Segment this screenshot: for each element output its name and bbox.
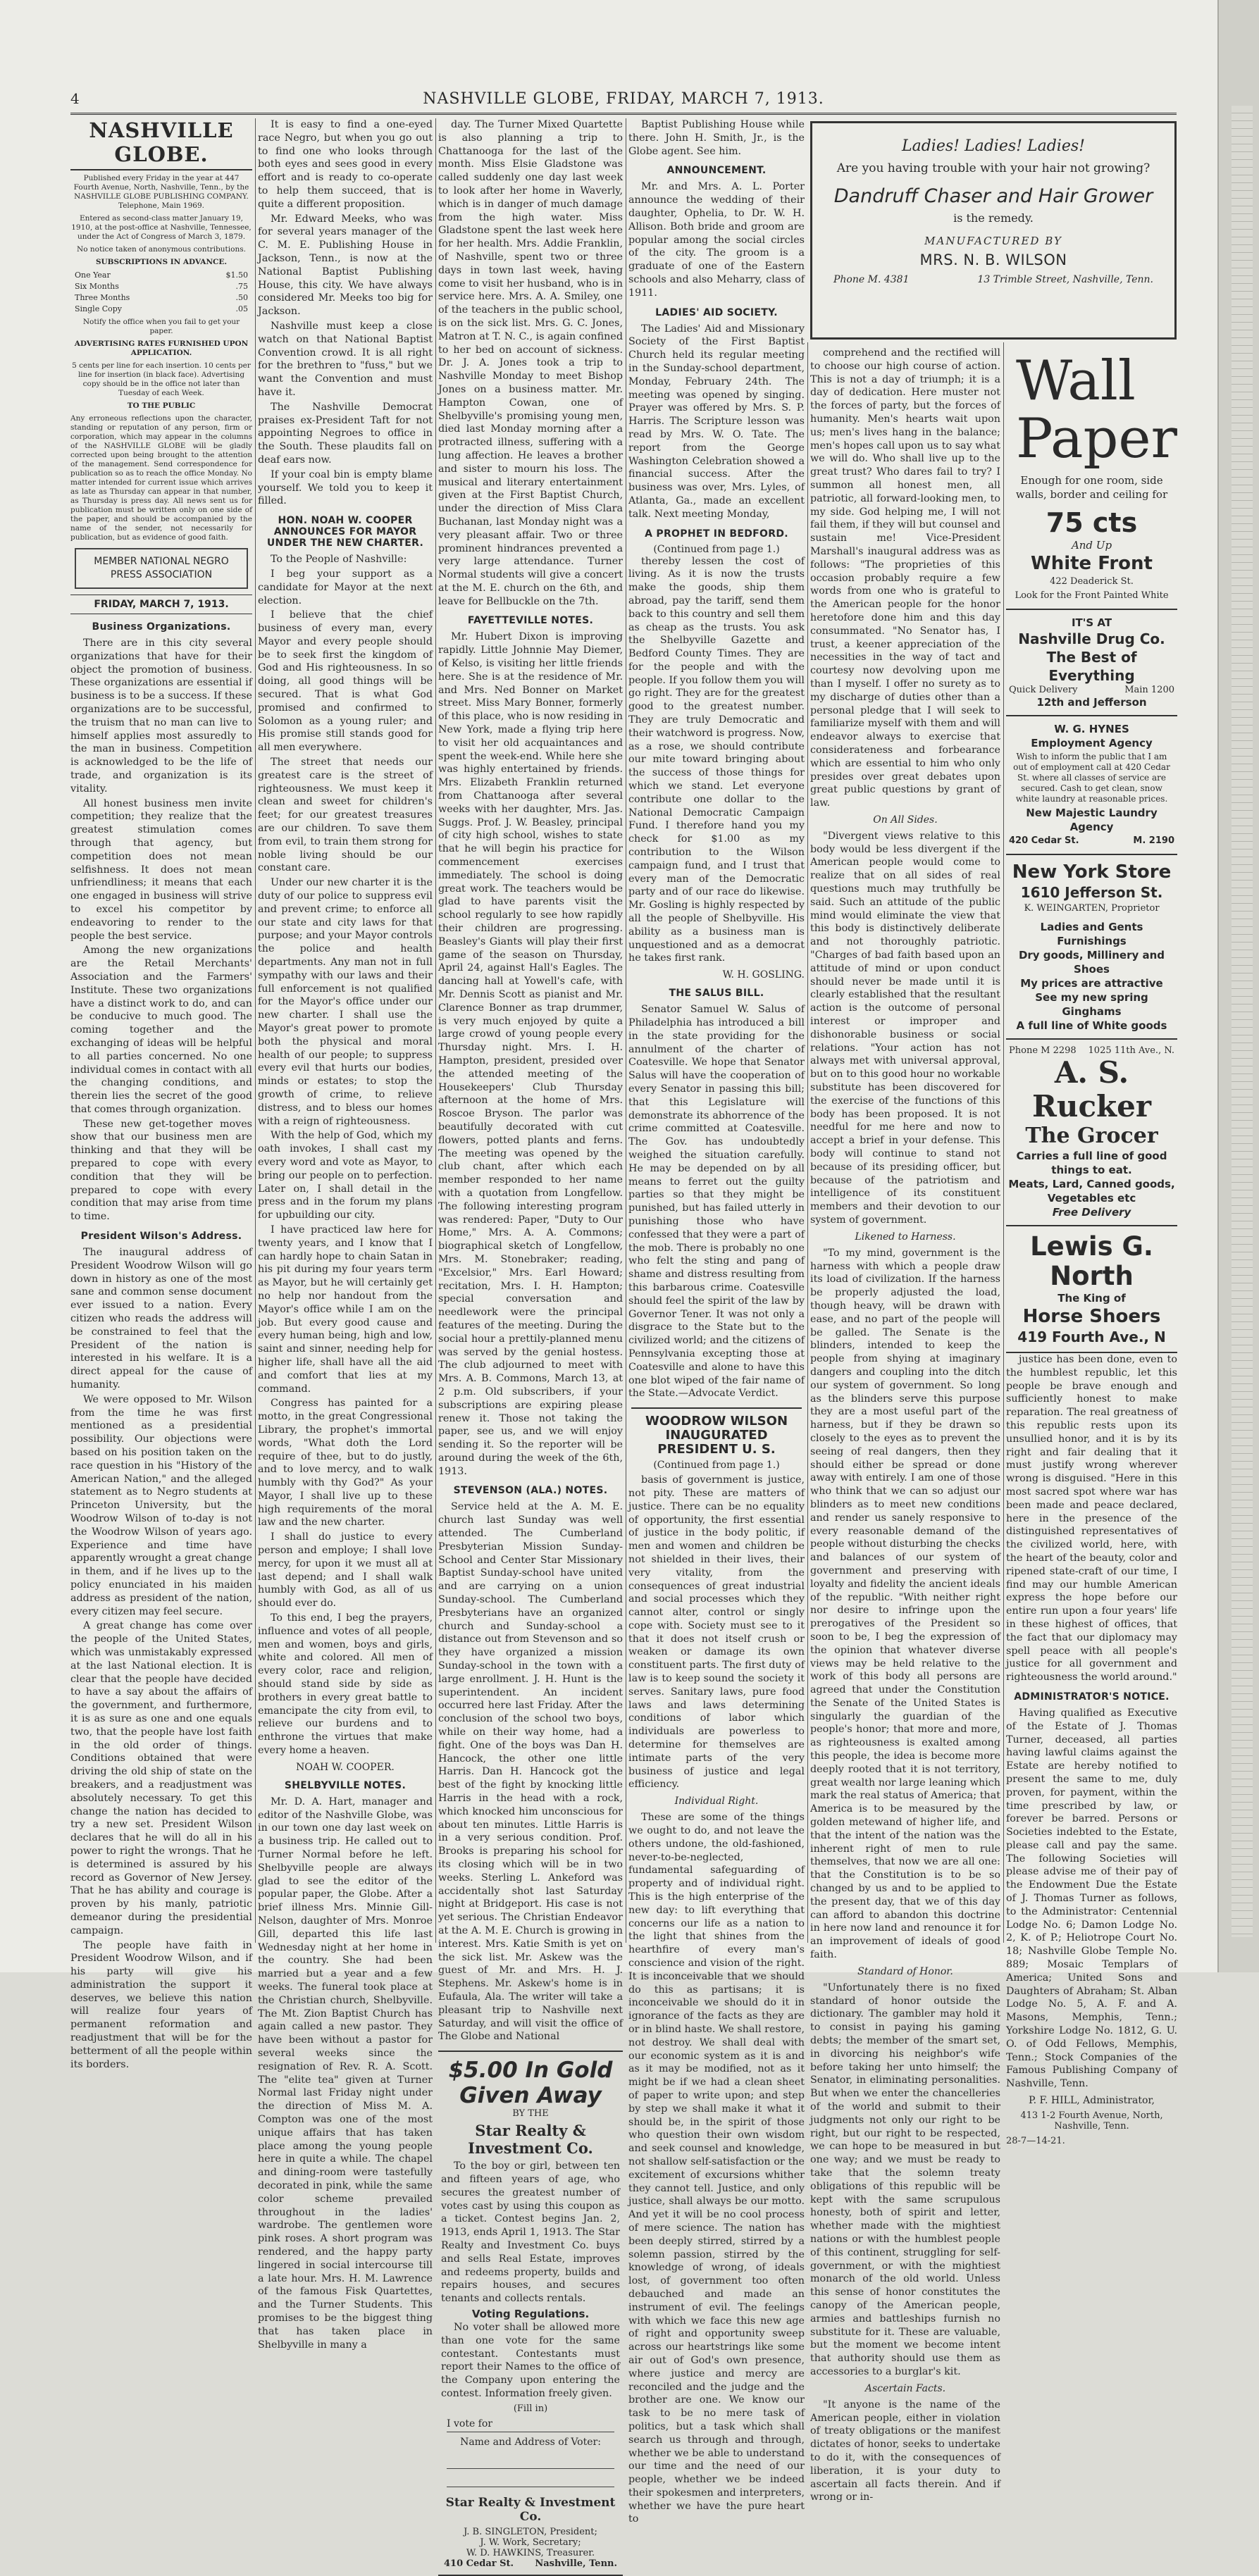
article-paragraph: I have practiced law here for twenty years, and I know that I can hardly hope to chain Satan in his pit during my four years term as Mayor, but he will certainly get no help nor handout from the Mayor's office while I am on the job. But every good cause and every human being, high and low, saint and sinner, needing help for higher life, shall have all the aid and comfort that lies at my command. xyxy=(258,1224,433,1395)
continued-note: (Continued from page 1.) xyxy=(653,1460,780,1471)
nys-line: See my new spring Ginghams xyxy=(1035,991,1148,1018)
editorial-paragraph: These new get-together moves show that our business men are thinking and that they will be prepared to cope with every condition that they will be prepared to cope with every condition that may arise from time to time. xyxy=(70,1118,252,1223)
lewis-horse: Horse Shoers xyxy=(1022,1306,1161,1327)
editorial-paragraph: The Nashville Democrat praises ex-President Taft for not appointing Negroes to office in the South. These plaudits fall on deaf ears now. xyxy=(258,401,433,466)
column-rule xyxy=(1003,342,1004,1943)
ad-manufactured-by: MANUFACTURED BY xyxy=(924,235,1062,247)
article-paragraph: Mr. Hubert Dixon is improving rapidly. Little Johnnie May Diemer, of Kelso, is visiting her little friends here. She is at the residence of Mr. and Mrs. Ned Bonner on Market street. Miss Mary Bonner, formerly of this place, who is now residing in New York, made a flying trip here to visit her old acquaintances and spent the week-end. While here she was highly entertained by friends. Mrs. Elizabeth Franklin returned from Chattanooga after several weeks with her daughter, Mrs. Jas. Suggs. Prof. J. W. Beasley, principal of city high school, wishes to state that he will begin his practice for commencement exercises immediately. The school is doing great work. The teachers would be glad to have parents visit the school regularly to see how rapidly their children are progressing. Beasley's Giants will play their first game of the season on Thursday, April 24, against Hall's Eagles. The dancing hall at Yowell's cafe, with Mr. Dennis Scott as pianist and Mr. Clarence Bonner as trap drummer, is very much enjoyed by quite a large crowd of young people every Thursday night. Mrs. I. H. Hampton, president, presided over the attended meeting of the Housekeepers' Club Thursday afternoon at the home of Mrs. Roscoe Bryson. The parlor was beautifully decorated with cut flowers, potted plants and ferns. The meeting was opened by the club chant, after which each member responded to her name with a quotation from Longfellow. The following interesting program was rendered: Paper, "Duty to Our Home," Mrs. A. A. Commons; biographical sketch of Longfellow, Mrs. M. Stonebraker; reading, "Excelsior," Mrs. Earl Howard; recitation, Mrs. I. H. Hampton; special conversation and needlework were the principal features of the meeting. During the social hour a prettily-planned menu was served by the genial hostess. The club adjourned to meet with Mrs. A. B. Commons, March 13, at 2 p.m. Old subscribers, if your subscriptions are expiring please renew it. Those not taking the paper, see us, and we will enjoy sending it. So the reporter will be around during the week of the 6th, 1913. xyxy=(438,631,623,1477)
lewis-address: 419 Fourth Ave., N xyxy=(1017,1329,1166,1345)
subheading: Ascertain Facts. xyxy=(864,2382,946,2394)
article-paragraph: To the People of Nashville: xyxy=(271,554,407,566)
article-paragraph: Mr. and Mrs. A. L. Porter announce the wedding of their daughter, Ophelia, to Dr. W. H. Allison. Both bride and groom are popular among the social circles of the city. The groom is a graduate of one of the Eastern schools and also Meharry, class of 1911. xyxy=(628,181,805,299)
rucker-line: Free Delivery xyxy=(1052,1206,1131,1219)
wall-paper-title: Wall xyxy=(1016,349,1136,413)
subheading: Likened to Harness. xyxy=(855,1231,956,1243)
company-president: J. B. SINGLETON, President; xyxy=(464,2526,597,2537)
continued-note: (Continued from page 1.) xyxy=(653,543,780,555)
article-paragraph: Congress has painted for a motto, in the great Congressional Library, the prophet's immortal words, "What doth the Lord require of thee, but to do justly, and to love mercy, and to walk humbly with thy God?" As your Mayor, I shall live up to these high requirements of the moral law and the new charter. xyxy=(258,1398,433,1529)
notice-address: 413 1-2 Fourth Avenue, North, Nashville, Tenn. xyxy=(1020,2110,1163,2132)
hynes-address: 420 Cedar St. M. 2190 xyxy=(1009,835,1174,846)
article-heading: A PROPHET IN BEDFORD. xyxy=(645,528,788,540)
gold-ad-headline: $5.00 In Gold Given Away xyxy=(448,2058,613,2109)
subscription-row: Three Months .50 xyxy=(75,293,248,302)
subscription-row: Six Months .75 xyxy=(75,282,248,291)
nys-line: Ladies and Gents Furnishings xyxy=(1040,921,1143,947)
entry-notice: Entered as second-class matter January 19, 1910, at the post-office at Nashville, Tennessee, under the Act of Congress of March 3, 1879. xyxy=(71,214,252,241)
article-paragraph: "Divergent views relative to this body would be less divergent if the American people would come to realize that on all sides of real questions much may truthfully be said. Such an attitude of the public mind would eliminate the view that this body is distinctively deliberate and not thoroughly patriotic. "Charges of bad faith based upon an attitude of mind or upon conduct should never be made until it is clearly established that the resultant action is the outcome of personal interest or improper and dishonorable business or social relations. "Your action has not always met with universal approval, but on to this good hour no workable substitute has been discovered for the exercise of the functions of this body has been proposed. It is not needful for me here and now to accept a brief in your defense. This body will continue to stand not because of its presiding officer, but because of the patriotism and intelligence of its constituent members and their devotion to our system of government. xyxy=(810,830,1000,1226)
gold-ad-company: Star Realty & Investment Co. xyxy=(468,2122,593,2158)
editorial-paragraph: We were opposed to Mr. Wilson from the time he was first mentioned as a presidential possibility. Our objections were based on his position taken on the race question in his "History of the American Nation," and the alleged statement as to Negro students at Princeton University, but the Woodrow Wilson of to-day is not the Woodrow Wilson of years ago. Experience and time have apparently wrought a great change in them, and if he lives up to the policy enunciated in his maiden address as president of the nation, every citizen may feel secure. xyxy=(70,1393,252,1617)
drug-location: 12th and Jefferson xyxy=(1036,696,1147,709)
drug-delivery: Quick Delivery Main 1200 xyxy=(1009,685,1174,695)
vote-for-field: I vote for xyxy=(447,2418,614,2432)
rucker-line: Carries a full line of good things to eat. xyxy=(1016,1150,1167,1176)
company-address: 410 Cedar St. Nashville, Tenn. xyxy=(444,2558,617,2569)
laundry-agency: New Majestic Laundry Agency xyxy=(1026,807,1158,833)
article-paragraph: day. The Turner Mixed Quartette is also planning a trip to Chattanooga for the last of the month. Miss Elsie Gladstone was called suddenly one day last week to look after her home in Waverly, which is in danger of much damage from the high water. Miss Gladstone spent the last week here for her health. Mrs. Addie Franklin, of Nashville, spent two or three days in town last week, having come to visit her husband, who is in service here. Mrs. A. A. Smiley, one of the teachers in the public school, is on the sick list. Mrs. G. C. Jones, Matron at T. N. C., is again confined to her bed on account of sickness. Dr. J. A. Jones took a trip to Nashville Monday to meet Bishop Jones on a business matter. Mr. Hampton Cowan, one of Shelbyville's promising young men, died last Monday morning after a protracted illness, suffering with a lung affection. He leaves a brother and sister to mourn his loss. The musical and literary entertainment given at the First Baptist Church, under the direction of Miss Clara Buchanan, last Monday night was a very pleasant affair. Two or three prominent hindrances prevented a very large attendance. Turner Normal students will give a concert at the M. E. church on the 6th, and leave for Bellbuckle on the 7th. xyxy=(438,119,623,607)
voter-label: Name and Address of Voter: xyxy=(460,2436,601,2448)
hair-grower-ad xyxy=(810,121,1177,340)
advertising-heading: ADVERTISING RATES FURNISHED UPON APPLICATION. xyxy=(74,340,249,357)
fill-in-label: (Fill in) xyxy=(513,2403,548,2414)
issue-date: FRIDAY, MARCH 7, 1913. xyxy=(70,595,252,614)
article-heading: THE SALUS BILL. xyxy=(669,988,764,1000)
nys-line: Dry goods, Millinery and Shoes xyxy=(1018,949,1165,976)
voting-regulations-heading: Voting Regulations. xyxy=(471,2307,590,2320)
public-notice: Any erroneous reflections upon the character, standing or reputation of any person, firm or corporation, which may appear in the columns of the NASHVILLE GLOBE will be gladly corrected upon being brought to the attention of the management. Send correspondence for publication so as to reach the office Monday. No matter intended for current issue which arrives as late as Thursday can appear in that number, as Thursday is press day. All news sent us for publication must be written only on one side of the paper, and should be accompanied by the name of the sender, not necessarily for publication, but as evidence of good faith. xyxy=(70,414,252,542)
hynes-agency: Employment Agency xyxy=(1031,737,1153,749)
article-paragraph: "To my mind, government is the harness with which a people draw its load of civilization. If the harness be properly adjusted the load, though heavy, will be drawn with ease, and no part of the people will be galled. The Senate is the blinders, intended to keep the people from shying at imaginary dangers and coupling into the ditch our system of government. So long as the blinders serve this purpose they are a most useful part of the harness, but if they be drawn so closely to the eyes as to prevent the seeing of real dangers, then they should either be spread or done away with entirely. I am one of those who think that we can so adjust our blinders as to meet new conditions and render us sanely responsive to every reasonable demand of the people without disturbing the checks and balances of our system of government and preserving with loyalty and fidelity the ancient ideals of the republic. "With neither right nor desire to infringe upon the prerogatives of the President so soon to be, I beg the expression of the opinion that whatever diverse views may be held relative to the work of this body all persons are agreed that under the Constitution the Senate of the United States is singularly the guardian of the people's honor; that more and more, as righteousness is exalted among this people, the idea is become more deeply rooted that it is not territory, great wealth nor large leaning which mark the real status of America; that America is to be measured by the golden metewand of higher life, and that the intent of the nation was the inherent right of men to rule themselves, that now we are all one: that the Constitution is to be so changed by us and to be applied to the present day, that we of this day can afford to abandon this doctrine in here now land and renounce it for an improvement of ideals of good faith. xyxy=(810,1247,1000,1961)
press-association-box: MEMBER NATIONAL NEGRO PRESS ASSOCIATION xyxy=(75,548,248,589)
wall-paper-address: 422 Deaderick St. xyxy=(1050,576,1134,587)
column-6 xyxy=(1006,347,1177,2147)
drug-its-at: IT'S AT xyxy=(1071,616,1112,629)
rucker-contact: Phone M 2298 1025 11th Ave., N. xyxy=(1009,1045,1174,1056)
column-5 xyxy=(810,347,1000,2503)
article-paragraph: The Ladies' Aid and Missionary Society of the First Baptist Church held its regular meeting in the Sunday-school department, Monday, February 24th. The meeting was opened by singing. Prayer was offered by Mrs. S. P. Harris. The Scripture lesson was read by Mrs. W. O. Tate. The report from the George Washington Celebration showed a financial success. After the business was over, Mrs. Lyles, of Atlanta, Ga., made an excellent talk. Next meeting Monday, xyxy=(628,323,805,520)
page-header xyxy=(70,85,1177,113)
wall-paper-title: Paper xyxy=(1016,407,1177,471)
nys-address: 1610 Jefferson St. xyxy=(1020,884,1163,901)
rucker-name: A. S. Rucker xyxy=(1032,1055,1151,1124)
voter-address-field xyxy=(447,2455,614,2469)
nys-name: New York Store xyxy=(1012,861,1172,883)
rucker-title: The Grocer xyxy=(1025,1124,1158,1148)
public-heading: TO THE PUBLIC xyxy=(127,402,196,410)
article-paragraph: Baptist Publishing House while there. John H. Smith, Jr., is the Globe agent. See him. xyxy=(628,119,805,157)
editorial-paragraph: The people have faith in President Woodrow Wilson, and if his party will give his administration the support it deserves, we believe this nation will realize four years of permanent reformation and readjustment that will be for the betterment of all the people within its borders. xyxy=(70,1939,252,2070)
running-title: NASHVILLE GLOBE, FRIDAY, MARCH 7, 1913. xyxy=(423,90,824,108)
header-rule xyxy=(70,113,1177,115)
ad-maker: MRS. N. B. WILSON xyxy=(919,251,1067,268)
subscription-row: Single Copy .05 xyxy=(75,304,248,313)
ad-question: Are you having trouble with your hair not growing? xyxy=(836,161,1151,175)
wall-paper-ad xyxy=(1006,347,1177,610)
notice-signature: P. F. HILL, Administrator, xyxy=(1029,2095,1155,2107)
wall-paper-look: Look for the Front Painted White xyxy=(1015,590,1169,601)
article-paragraph: I shall do justice to every person and employe; I shall love mercy, for upon it we must all at last depend; and I shall walk humbly with God, as all of us should ever do. xyxy=(258,1531,433,1610)
drug-slogan: The Best of Everything xyxy=(1046,649,1137,684)
advertising-rates: 5 cents per line for each insertion. 10 cents per line for insertion (in black face). Advertising copy should be in the office not later than Tuesday of each Week. xyxy=(72,361,251,397)
article-signature: NOAH W. COOPER. xyxy=(296,1761,395,1773)
article-paragraph: Under our new charter it is the duty of our police to suppress evil and prevent crime; to enforce all our state and city laws for that purpose; and your Mayor controls the police and health departments. Any man not in full sympathy with our laws and their full enforcement is not qualified for the Mayor's office under our new charter. I shall use the Mayor's great power to promote both the physical and moral health of our people; to suppress every evil that hurts our bodies, minds or estates; to stop the growth of crime, to relieve distress, and to bless our homes with a reign of righteousness. xyxy=(258,877,433,1127)
page-number: 4 xyxy=(70,90,80,107)
wall-paper-up: And Up xyxy=(1071,539,1112,552)
article-paragraph: comprehend and the rectified will to choose our high course of action. This is not a day of triumph; it is a day of dedication. Here muster not the forces of party, but the forces of humanity. Men's hearts wait upon us; men's lives hang in the balance; men's hopes call upon us to say what we will do. Who shall live up to the great trust? Who dares fail to try? I summon all honest men, all patriotic, all forward-looking men, to my side. God helping me, I will not fail them, if they will but counsel and sustain me! Vice-President Marshall's inaugural address was as follows: "The proprieties of this occasion probably require a few words from one who is grateful to the American people for the honor heretofore done him and this day consummated. "No Senator has, I trust, a keener appreciation of the necessities in the way of tact and courtesy now devolving upon me than I myself. I offer no surety as to my discharge of duties other than a personal pledge that I will seek to familiarize myself with them and will endeavor always to exercise that considerateness and forbearance which are essential to him who only presides over great debates upon great public questions by grant of law. xyxy=(810,347,1000,809)
article-heading: SHELBYVILLE NOTES. xyxy=(284,1779,407,1791)
notify-notice: Notify the office when you fail to get your paper. xyxy=(82,318,240,335)
notice-paragraph: Having qualified as Executive of the Estate of J. Thomas Turner, deceased, all parties having lawful claims against the Estate are hereby notified to present the same to me, duly proven, for payment, within the time prescribed by law, or forever be barred. Persons or Societies indebted to the Estate, please call and pay the same. The following Societies will please advise me of their pay of the Endowment Due the Estate of J. Thomas Turner as follows, to the Administrator: Centennial Lodge No. 6; Damon Lodge No. 2, K. of P.; Heliotrope Court No. 18; Nashville Globe Temple No. 889; Mosaic Templars of America; United Sons and Daughters of Abraham; St. Alban Lodge No. 5, A. F. and A. Masons, Memphis, Tenn.; Yorkshire Lodge No. 1812, G. U. O. of Odd Fellows, Memphis, Tenn.; Stock Companies of the Famous Publishing Company of Nashville, Tenn. xyxy=(1006,1707,1177,2090)
notice-heading: ADMINISTRATOR'S NOTICE. xyxy=(1014,1691,1170,1703)
article-paragraph: Senator Samuel W. Salus of Philadelphia has introduced a bill in the state providing for the annulment of the charter of Coatesville. We hope that Senator Salus will have the cooperation of every Senator in passing this bill; that this Legislature will demonstrate its abhorrence of the crime committed at Coatesville. The Gov. has undoubtedly weighed the situation carefully. He may be depended on by all means to ferret out the guilty parties so that they might be punished, but has failed utterly in punishing those who have confessed that they were a part of the mob. There is probably no one who felt the sting and pang of shame and distress resulting from this barbarous crime. Coatesville should feel the spirit of the law by Governor Tener. It was not only a disgrace to the State but to the civilized world; and the citizens of Pennsylvania excepting those at Coatesville and alone to have this one blot wiped of the fair name of the State.—Advocate Verdict. xyxy=(628,1004,805,1400)
column-rule xyxy=(255,118,256,1943)
nys-line: My prices are attractive xyxy=(1020,977,1163,990)
lewis-name: Lewis G. North xyxy=(1030,1231,1153,1291)
subheading: Standard of Honor. xyxy=(857,1965,953,1977)
editorial-paragraph: Nashville must keep a close watch on that National Baptist Convention crowd. It is all right for the brethren to "fuss," but we want the Convention and must have it. xyxy=(258,320,433,398)
column-1 xyxy=(70,118,252,2070)
article-paragraph: These are some of the things we ought to do, and not leave the others undone, the old-fashioned, never-to-be-neglected, fundamental safeguarding of property and of individual right. This is the high enterprise of the new day: to lift everything that concerns our life as a nation to the light that shines from the hearthfire of every man's conscience and vision of the right. It is inconceivable that we should do this as partisans; it is inconceivable we should do it in ignorance of the facts as they are or in blind haste. We shall restore, not destroy. We shall deal with our economic system as it is and as it may be modified, not as it might be if we had a clean sheet of paper to write upon; and step by step we shall make it what it should be, in the spirit of those who question their own wisdom and seek counsel and knowledge, not shallow self-satisfaction or the excitement of excursions whither they cannot tell. Justice, and only justice, shall always be our motto. And yet it will be no cool process of mere science. The nation has been deeply stirred, stirred by a solemn passion, stirred by the knowledge of wrong, of ideals lost, of government too often debauched and made an instrument of evil. The feelings with which we face this new age of right and opportunity sweep across our heartstrings like some air out of God's own presence, where justice and mercy are reconciled and the judge and the brother are one. We know our task to be no mere task of politics, but a task which shall search us through and through, whether we be able to understand our time and the need of our people, whether we be indeed their spokesmen and interpreters, whether we have the pure heart to xyxy=(628,1812,805,2525)
article-heading: FAYETTEVILLE NOTES. xyxy=(467,615,594,627)
column-4 xyxy=(628,118,805,2525)
editorial-heading: President Wilson's Address. xyxy=(80,1231,242,1243)
editorial-heading: Business Organizations. xyxy=(92,621,231,633)
ad-remedy: is the remedy. xyxy=(953,211,1034,225)
column-rule xyxy=(807,342,808,1943)
subscription-row: One Year $1.50 xyxy=(75,270,248,280)
editorial-paragraph: The inaugural address of President Woodrow Wilson will go down in history as one of the most sane and common sense document ever issued to a nation. Every citizen who reads the address will be constrained to feel that the President of the nation is interested in his welfare. It is a direct appeal for the cause of humanity. xyxy=(70,1247,252,1391)
voting-regulations-text: No voter shall be allowed more than one vote for the same contestant. Contestants must report their Names to the office of the Company upon entering the contest. Information freely given. xyxy=(441,2321,620,2399)
subscriptions-heading: SUBSCRIPTIONS IN ADVANCE. xyxy=(95,258,228,266)
article-paragraph: I believe that the chief business of every man, every Mayor and every people should be to seek first the kingdom of God and His righteousness. In so doing, all good things will be secured. That is what God promised and confirmed to Solomon as a young ruler; and His promise still stands good for all men everywhere. xyxy=(258,609,433,754)
wall-paper-store: White Front xyxy=(1031,553,1153,574)
article-paragraph: To this end, I beg the prayers, influence and votes of all people, men and women, boys and girls, white and colored. All men of every color, race and religion, should stand side by side as brothers in every great battle to emancipate the city from evil, to relieve our burdens and to enthrone the virtues that make every home a heaven. xyxy=(258,1612,433,1757)
editorial-paragraph: A great change has come over the people of the United States, which was unmistakably expressed at the last National election. It is clear that the people have decided to have a say about the affairs of the government, and furthermore, it is as sure as one and one equals two, that the people have lost faith in the old order of things. Conditions obtained that were driving the old ship of state on the breakers, and a readjustment was absolutely necessary. To get this change the nation has decided to try a new set. President Wilson declares that he will do all in his power to right the wrongs. That he is determined is assured by his record as Governor of New Jersey. That he has ability and courage is proven by his manly, patriotic demeanor during the presidential campaign. xyxy=(70,1620,252,1936)
gold-giveaway-ad xyxy=(438,2051,623,2576)
new-york-store-ad xyxy=(1006,855,1177,1040)
article-heading: HON. NOAH W. COOPER ANNOUNCES FOR MAYOR UNDER THE NEW CHARTER. xyxy=(266,515,424,549)
lewis-north-ad xyxy=(1006,1226,1177,1353)
editorial-paragraph: All honest business men invite competition; they realize that the greatest stimulation comes through that agency, but competition does not mean selfishness. It does not mean unfriendliness; it means that each one engaged in business will strive to excel his competitor by endeavoring to render to the people the best service. xyxy=(70,797,252,942)
notice-date: 28-7—14-21. xyxy=(1006,2136,1065,2147)
adjacent-page-ruling xyxy=(1232,106,1253,1937)
article-heading: ANNOUNCEMENT. xyxy=(666,165,767,177)
gold-ad-text: To the boy or girl, between ten and fifteen years of age, who secures the greatest number of votes cast by using this coupon as a ticket. Contest begins Jan. 2, 1913, ends April 1, 1913. The Star Realty and Investment Co. buys and sells Real Estate, improves and redeems property, builds and repairs houses, and secures tenants and collects rentals. xyxy=(441,2160,620,2305)
adjacent-page-edge xyxy=(1217,0,1259,1972)
nys-line: A full line of White goods xyxy=(1016,1019,1167,1032)
drug-store-name: Nashville Drug Co. xyxy=(1018,630,1165,647)
ad-callout: Ladies! Ladies! Ladies! xyxy=(902,137,1085,155)
article-paragraph: I beg your support as a candidate for Mayor at the next election. xyxy=(258,568,433,606)
article-paragraph: Mr. D. A. Hart, manager and editor of the Nashville Globe, was in our town one day last week on a business trip. He called out to Turner Normal before he left. Shelbyville people are always glad to see the editor of the popular paper, the Globe. After a brief illness Mrs. Minnie Gill-Nelson, daughter of Mrs. Monroe Gill, departed this life last Wednesday night at her home in the country. She had been married but a year and a few weeks. The funeral took place at the Christian church, Shelbyville. The Mt. Zion Baptist Church has again called a new pastor. They have been without a pastor for several weeks since the resignation of Rev. R. A. Scott. The "elite tea" given at Turner Normal last Friday night under the direction of Miss M. A. Compton was one of the most unique affairs that has taken place among the young people here in quite a while. The chapel and dining-room were tastefully decorated in pink, while the same color scheme prevailed throughout in the ladies' wardrobe. The gentlemen wore pink roses. A short program was rendered, and the happy party lingered in social intercourse till a late hour. Mrs. H. M. Lawrence of the famous Fisk Quartettes, and the Turner Students. This promises to be the biggest thing that has taken place in Shelbyville in many a xyxy=(258,1796,433,2351)
wall-paper-price: 75 cts xyxy=(1046,507,1138,538)
editorial-paragraph: There are in this city several organizations that have for their object the promotion of business. These organizations are essential if business is to be a success. If these organizations are to be successful, the truism that no man can live to himself applies most assuredly to the man in business. Competition is acknowledged to be the life of trade, and organization is its vitality. xyxy=(70,637,252,795)
rucker-ad xyxy=(1006,1040,1177,1226)
rucker-line: Meats, Lard, Canned goods, Vegetables etc xyxy=(1008,1178,1175,1205)
column-2 xyxy=(258,118,433,2351)
publication-info: Published every Friday in the year at 447 Fourth Avenue, North, Nashville, Tenn., by the NASHVILLE GLOBE PUBLISHING COMPANY. Telephone, Main 1969. xyxy=(73,174,249,210)
masthead-title: NASHVILLE GLOBE. xyxy=(70,118,252,170)
wall-paper-line: Enough for one room, side walls, border and ceiling for xyxy=(1015,474,1168,501)
company-treasurer: W. D. HAWKINS, Treasurer. xyxy=(466,2547,595,2558)
article-paragraph: Service held at the A. M. E. church last Sunday was well attended. The Cumberland Presbyterian Mission Sunday-School and Center Star Missionary Baptist Sunday-school have united and are carrying on a union Sunday-school. The Cumberland Presbyterians have an organized church and Sunday-school a distance out from Stevenson and so they have organized a mission Sunday-school in the town with a large enrollment. J. H. Hunt is the superintendent. An incident occurred here last Friday. After the conclusion of the school two boys, while on their way home, had a fight. One of the boys was Dan H. Hancock, the other one little Harris. Dan H. Hancock got the best of the fight by knocking little Harris in the head with a rock, which knocked him unconscious for about ten minutes. Little Harris is in a very serious condition. Prof. Brooks is preparing his school for its closing which will be in two weeks. Sterling L. Ankeford was accidentally shot last Saturday night at Bridgeport. His case is not yet serious. The Christian Endeavor at the A. M. E. Church is growing in interest. Mrs. Katie Smith is yet on the sick list. Mr. Askew was the guest of Mr. and Mrs. H. J. Stephens. Mr. Askew's home is in Eufaula, Ala. The writer will take a pleasant trip to Nashville next Saturday, and will visit the office of The Globe and National xyxy=(438,1501,623,2043)
anonymous-notice: No notice taken of anonymous contributions. xyxy=(77,245,246,254)
lewis-sub: The King of xyxy=(1058,1292,1126,1305)
subheading: Individual Right. xyxy=(674,1796,759,1807)
article-paragraph: With the help of God, which my oath invokes, I shall cast my every word and vote as Mayor, to bring our people on to perfection. Later on, I shall detail in the press and in the forum my plans for upbuilding our city. xyxy=(258,1130,433,1221)
article-headline: WOODROW WILSON INAUGURATED PRESIDENT U. S. xyxy=(631,1407,802,1457)
hynes-text: Wish to inform the public that I am out of employment call at 420 Cedar St. where all classes of service are secured. Cash to get clean, snow white laundry at reasonable prices. xyxy=(1013,752,1170,804)
article-signature: W. H. GOSLING. xyxy=(722,969,805,981)
gold-ad-by: BY THE xyxy=(512,2108,549,2120)
editorial-paragraph: If your coal bin is empty blame yourself. We told you to keep it filled. xyxy=(258,468,433,507)
editorial-paragraph: Among the new organizations are the Retail Merchants' Association and the Farmers' Institute. These two organizations have a distinct work to do, and can be conducive to much good. The coming together and the exchanging of ideas will be helpful to all parties concerned. No one individual comes in contact with all the changing conditions, and therein lies the secret of the good that comes through organization. xyxy=(70,945,252,1115)
ad-product: Dandruff Chaser and Hair Grower xyxy=(833,185,1153,207)
editorial-paragraph: It is easy to find a one-eyed race Negro, but when you go out to find one who looks through both eyes and sees good in every effort and is ready to co-operate to help them succeed, that is quite a different proposition. xyxy=(258,119,433,210)
article-heading: STEVENSON (ALA.) NOTES. xyxy=(453,1485,608,1497)
article-paragraph: thereby lessen the cost of living. As it is now the trusts make the goods, ship them abroad, pay the tariff, send them back to this country and sell them as cheap as the trusts. You ask the Shelbyville Gazette and Bedford County Times. They are for the people and with the people. If you follow them you will go right. They are for the greatest good to the greatest number. They are truly Democratic and their watchword is progress. Now, as a rose, we should contribute our mite toward bringing about the success of those things for which we stand. Let everyone contribute one dollar to the National Democratic Campaign Fund. I therefore hand you my check for $1.00 as my contribution to the Wilson campaign fund, and I trust that every man of the Democratic party and of our race do likewise. Mr. Gosling is highly respected by all the people of Shelbyville. His ability as a business man is unquestioned and as a democrat he takes first rank. xyxy=(628,555,805,964)
article-heading: LADIES' AID SOCIETY. xyxy=(655,306,778,318)
editorial-paragraph: Mr. Edward Meeks, who was for several years manager of the C. M. E. Publishing House in Jackson, Tenn., is now at the National Baptist Publishing House, this city. We have always considered Mr. Meeks too big for Jackson. xyxy=(258,213,433,318)
column-rule xyxy=(435,118,436,1943)
article-paragraph: "Unfortunately there is no fixed standard of honor outside the dictionary. The gambler may hold it to consist in paying his gaming debts; the member of the smart set, in divorcing his neighbor's wife before taking her unto himself; the Senator, in eliminating personalities. But when we enter the chancelleries of the world and submit to their judgments not only our right to be right, but our right to be respected, we can hope to be measured in but one way; and we must be ready to take that the solemn treaty obligations of this republic will be kept with the same scrupulous honesty, both of spirit and letter, whether made with the mightiest nations or with the humblest people of this continent, struggling for self-government, or with the mightiest monarch of the old world. Unless this sense of honor constitutes the canopy of the American people, armies and battleships furnish no substitute for it. These are valuable, but the moment we become intent that authority should use them as accessories to a burglar's kit. xyxy=(810,1981,1000,2377)
article-paragraph: The street that needs our greatest care is the street of righteousness. We must keep it clean and sweet for children's feet; for our greatest treasures are our children. To save them from evil, to train them strong for noble living should be our constant care. xyxy=(258,757,433,874)
hynes-name: W. G. HYNES xyxy=(1054,723,1129,735)
drug-co-ad xyxy=(1006,610,1177,716)
company-secretary: J. W. Work, Secretary; xyxy=(480,2537,581,2548)
subheading: On All Sides. xyxy=(873,814,938,826)
hynes-ad xyxy=(1006,716,1177,855)
ad-footer: Phone M. 4381 13 Trimble Street, Nashville, Tenn. xyxy=(833,274,1153,285)
nys-proprietor: K. WEINGARTEN, Proprietor xyxy=(1024,903,1160,914)
voter-address-field xyxy=(447,2473,614,2487)
coupon-company: Star Realty & Investment Co. xyxy=(445,2495,616,2524)
article-paragraph: "It anyone is the name of the American people, either in violation of treaty obligations or the manifest dictates of honor, seeks to undertake to do it, with the consequences of liberation, it is your duty to ascertain all facts therein. And if wrong or in- xyxy=(810,2398,1000,2503)
article-paragraph: justice has been done, even to the humblest republic, let this people be brave enough and sufficiently honest to make reparation. The real greatness of this republic rests upon its unsullied honor, and it is by its right and fair dealing that it must justify wrong wherever wrong is disguised. "Here in this most sacred spot where war has been made and peace declared, here in the presence of the distinguished representatives of the civilized world, here, with the heart of the beauty, color and ripened state-craft of our time, I find may our humble American express the hope before our entire run upon a four years' life in these highest of offices, that the fact that our diplomacy may spell peace with all people's justice for all government and righteousness the world around." xyxy=(1006,1354,1177,1684)
column-3 xyxy=(438,118,623,2569)
article-paragraph: basis of government is justice, not pity. These are matters of justice. There can be no equality of opportunity, the first essential of justice in the body politic, if men and women and children be not shielded in their lives, their very vitality, from the consequences of great industrial and social processes which they cannot alter, control or singly cope with. Society must see to it that it does not itself crush or weaken or damage its own constituent parts. The first duty of law is to keep sound the society it serves. Sanitary laws, pure food laws and laws determining conditions of labor which individuals are powerless to determine for themselves are intimate parts of the very business of justice and legal efficiency. xyxy=(628,1474,805,1791)
